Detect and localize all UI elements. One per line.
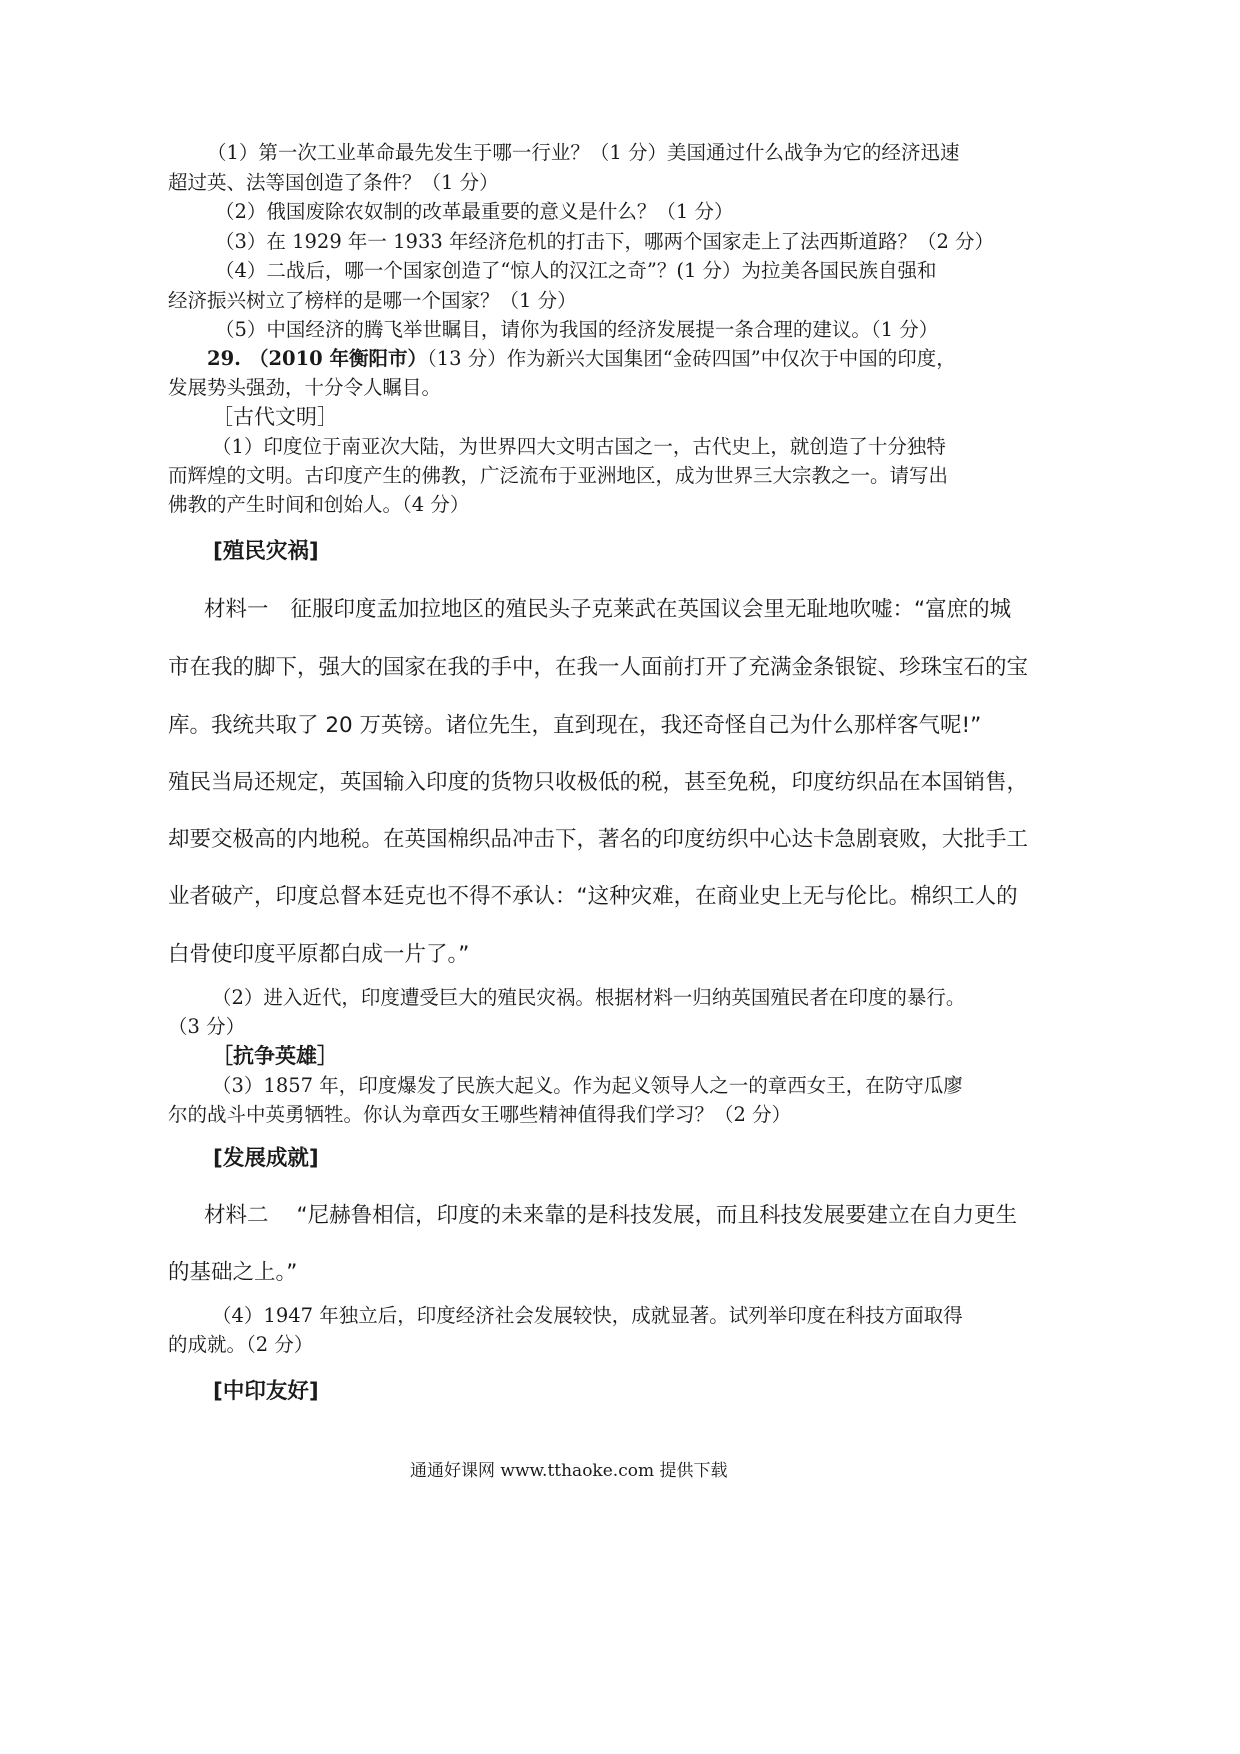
material1-line7: 白骨使印度平原都白成一片了。” — [168, 942, 470, 967]
material2-text1: “尼赫鲁相信，印度的未来靠的是科技发展，而且科技发展要建立在自力更生 — [296, 1203, 1018, 1228]
q29-number: 29. — [207, 347, 241, 370]
section-heading-colonial: [殖民灾祸] — [213, 539, 319, 564]
q29-intro-line1 — [207, 343, 956, 371]
section-heading-development: [发展成就] — [213, 1146, 319, 1171]
page-footer: 通通好课网 www.tthaoke.com 提供下载 — [410, 1461, 728, 1481]
s2-q2-line1: （2）进入近代，印度遭受巨大的殖民灾祸。根据材料一归纳英国殖民者在印度的暴行。 — [212, 986, 966, 1009]
q28-1-line1: （1）第一次工业革命最先发生于哪一行业？（1 分）美国通过什么战争为它的经济迅速 — [207, 141, 960, 164]
material2-line1 — [204, 1198, 1017, 1229]
section-heading-friendship: [中印友好] — [213, 1379, 319, 1404]
s1-q1-line1: （1）印度位于南亚次大陆，为世界四大文明古国之一，古代史上，就创造了十分独特 — [212, 435, 946, 458]
material1-line1 — [204, 592, 1011, 623]
q28-4-line2: 经济振兴树立了榜样的是哪一个国家？（1 分） — [168, 289, 577, 312]
q28-2: （2）俄国废除农奴制的改革最重要的意义是什么？（1 分） — [215, 200, 734, 223]
s4-q4-line2: 的成就。（2 分） — [168, 1333, 314, 1356]
section-heading-heroes: ［抗争英雄］ — [212, 1043, 338, 1068]
q28-5: （5）中国经济的腾飞举世瞩目，请你为我国的经济发展提一条合理的建议。（1 分） — [215, 318, 939, 341]
material1-line3: 库。我统共取了 20 万英镑。诸位先生，直到现在，我还奇怪自己为什么那样客气呢!” — [168, 713, 982, 738]
s3-q3-line2: 尔的战斗中英勇牺牲。你认为章西女王哪些精神值得我们学习？（2 分） — [168, 1103, 792, 1126]
material1-line5: 却要交极高的内地税。在英国棉织品冲击下，著名的印度纺织中心达卡急剧衰败，大批手工 — [168, 827, 1029, 852]
material1-label: 材料一 — [204, 597, 269, 622]
material1-text1: 征服印度孟加拉地区的殖民头子克莱武在英国议会里无耻地吹嘘：“富庶的城 — [290, 597, 1012, 622]
section-heading-ancient: ［古代文明］ — [212, 405, 338, 429]
q28-4-line1: （4）二战后，哪一个国家创造了“惊人的汉江之奇”？(1 分）为拉美各国民族自强和 — [215, 259, 937, 282]
material2-label: 材料二 — [204, 1203, 269, 1228]
q29-intro-line2: 发展势头强劲，十分令人瞩目。 — [168, 376, 442, 399]
q29-source: （2010 年衡阳市） — [248, 347, 427, 370]
s1-q1-line2: 而辉煌的文明。古印度产生的佛教，广泛流布于亚洲地区，成为世界三大宗教之一。请写出 — [168, 464, 949, 487]
q29-intro-rest: （13 分）作为新兴大国集团“金砖四国”中仅次于中国的印度， — [427, 347, 956, 370]
material2-line2: 的基础之上。” — [168, 1260, 298, 1285]
material1-line2: 市在我的脚下，强大的国家在我的手中，在我一人面前打开了充满金条银锭、珍珠宝石的宝 — [168, 655, 1029, 680]
s2-q2-line2: （3 分） — [168, 1015, 246, 1038]
s1-q1-line3: 佛教的产生时间和创始人。（4 分） — [168, 493, 470, 516]
q28-3: （3）在 1929 年一 1933 年经济危机的打击下，哪两个国家走上了法西斯道路？（2 分） — [215, 230, 995, 253]
material1-line6: 业者破产，印度总督本廷克也不得不承认：“这种灾难，在商业史上无与伦比。棉织工人的 — [168, 884, 1018, 909]
material1-line4: 殖民当局还规定，英国输入印度的货物只收极低的税，甚至免税，印度纺织品在本国销售， — [168, 770, 1029, 795]
s3-q3-line1: （3）1857 年，印度爆发了民族大起义。作为起义领导人之一的章西女王，在防守瓜廖 — [212, 1074, 963, 1097]
s4-q4-line1: （4）1947 年独立后，印度经济社会发展较快，成就显著。试列举印度在科技方面取得 — [212, 1304, 963, 1327]
q28-1-line2: 超过英、法等国创造了条件？（1 分） — [168, 171, 499, 194]
